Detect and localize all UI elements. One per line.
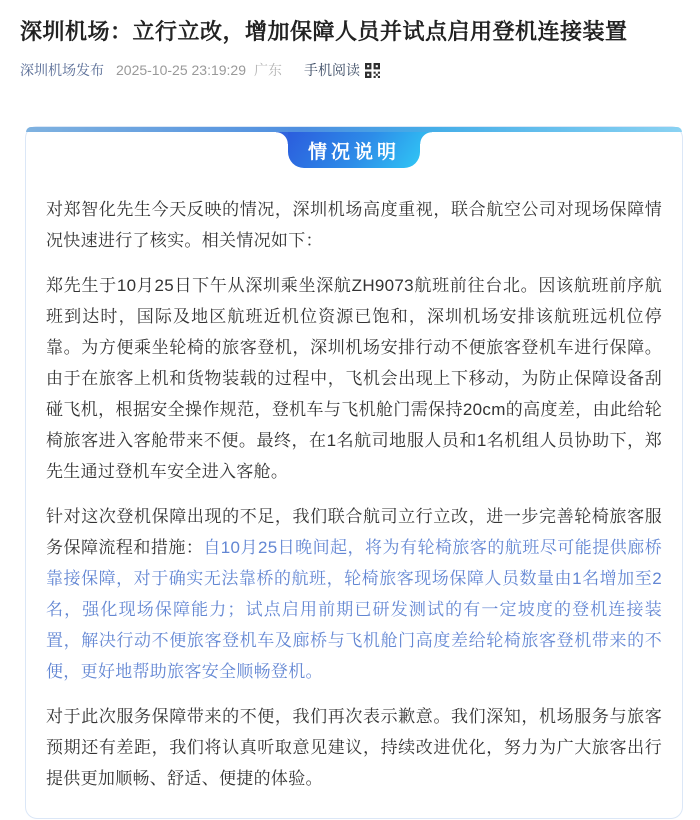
publish-timestamp: 2025-10-25 23:19:29 <box>116 62 246 78</box>
paragraph-lead-text: 针对这次登机保障出现的不足，我们联合航司立行立改，进一步完善轮椅旅客服务保障流程和措施： <box>46 507 662 557</box>
page-title: 深圳机场：立行立改，增加保障人员并试点启用登机连接装置 <box>20 19 628 44</box>
statement-badge: 情况说明 <box>288 132 420 168</box>
paragraph-text: 郑先生于10月25日下午从深圳乘坐深航ZH9073航班前往台北。因该航班前序航班到达时，国际及地区航班近机位资源已饱和，深圳机场安排该航班远机位停靠。为方便乘坐轮椅的旅客登机，深圳机场安排行动不便旅客登机车进行保障。由于在旅客上机和货物装载的过程中，飞机会出现上下移动，为防止保障设备刮碰飞机，根据安全操作规范，登机车与飞机舱门需保持20cm的高度差，由此给轮椅旅客进入客舱带来不便。最终，在1名航司地服人员和1名机组人员协助下，郑先生通过登机车安全进入客舱。 <box>46 276 662 481</box>
paragraph-text: 对郑智化先生今天反映的情况，深圳机场高度重视，联合航空公司对现场保障情况快速进行了核实。相关情况如下： <box>46 200 662 250</box>
paragraph <box>46 270 662 487</box>
mobile-read-label: 手机阅读 <box>304 62 360 78</box>
region-label: 广东 <box>254 62 282 78</box>
badge-row <box>26 132 682 168</box>
paragraph <box>46 501 662 687</box>
paragraph <box>46 194 662 256</box>
statement-body <box>26 168 682 818</box>
mobile-read-button[interactable] <box>304 60 380 80</box>
paragraph <box>46 701 662 794</box>
paragraph-highlight-text: 自10月25日晚间起，将为有轮椅旅客的航班尽可能提供廊桥靠接保障，对于确实无法靠桥的航班，轮椅旅客现场保障人员数量由1名增加至2名，强化现场保障能力；试点启用前期已研发测试的有一定坡度的登机连接装置，解决行动不便旅客登机车及廊桥与飞机舱门高度差给轮椅旅客登机带来的不便，更好地帮助旅客安全顺畅登机。 <box>46 538 662 681</box>
qr-code-icon <box>365 63 380 78</box>
paragraph-text: 对于此次服务保障带来的不便，我们再次表示歉意。我们深知，机场服务与旅客预期还有差距，我们将认真听取意见建议，持续改进优化，努力为广大旅客出行提供更加顺畅、舒适、便捷的体验。 <box>46 707 662 788</box>
byline <box>20 60 680 80</box>
statement-card <box>25 126 683 819</box>
source-account-link[interactable]: 深圳机场发布 <box>20 62 104 78</box>
